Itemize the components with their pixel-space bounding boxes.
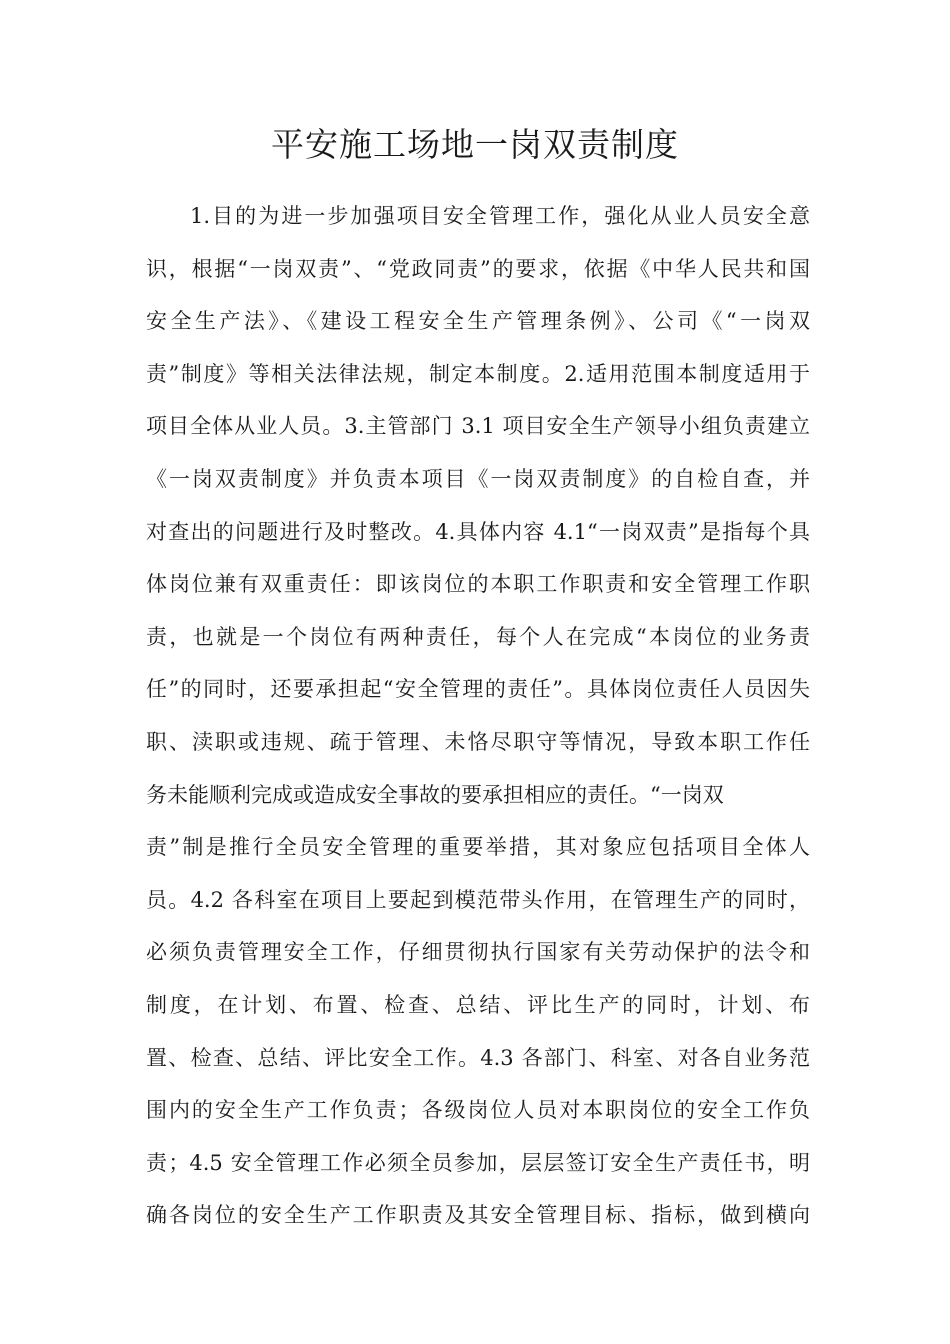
paragraph-line: 任”的同时，还要承担起“安全管理的责任”。具体岗位责任人员因失 [146, 677, 810, 702]
paragraph-line: 置、检查、总结、评比安全工作。4.3 各部门、科室、对各自业务范 [146, 1045, 810, 1070]
paragraph-line: 《一岗双责制度》并负责本项目《一岗双责制度》的自检自查，并 [146, 466, 810, 491]
document-title: 平安施工场地一岗双责制度 [271, 125, 679, 164]
paragraph-line: 对查出的问题进行及时整改。4.具体内容 4.1“一岗双责”是指每个具 [146, 519, 810, 544]
paragraph-line: 员。4.2 各科室在项目上要起到模范带头作用，在管理生产的同时， [146, 887, 810, 912]
paragraph-line: 项目全体从业人员。3.主管部门 3.1 项目安全生产领导小组负责建立 [146, 414, 810, 439]
paragraph-line: 制度，在计划、布置、检查、总结、评比生产的同时，计划、布 [146, 992, 810, 1017]
paragraph-line: 识，根据“一岗双责”、“党政同责”的要求，依据《中华人民共和国 [146, 256, 810, 281]
paragraph-line: 围内的安全生产工作负责；各级岗位人员对本职岗位的安全工作负 [146, 1098, 810, 1123]
paragraph-line: 1.目的为进一步加强项目安全管理工作，强化从业人员安全意 [190, 204, 810, 228]
paragraph-line: 体岗位兼有双重责任：即该岗位的本职工作职责和安全管理工作职 [146, 572, 810, 597]
paragraph-line: 责”制度》等相关法律法规，制定本制度。2.适用范围本制度适用于 [146, 361, 810, 386]
paragraph-line: 责；4.5 安全管理工作必须全员参加，层层签订安全生产责任书，明 [146, 1150, 810, 1175]
paragraph-line: 责”制是推行全员安全管理的重要举措，其对象应包括项目全体人 [146, 835, 810, 860]
paragraph-line: 必须负责管理安全工作，仔细贯彻执行国家有关劳动保护的法令和 [146, 940, 810, 965]
paragraph-line: 务未能顺利完成或造成安全事故的要承担相应的责任。“一岗双 [146, 782, 724, 807]
document-body [146, 190, 810, 1242]
paragraph-line: 确各岗位的安全生产工作职责及其安全管理目标、指标，做到横向 [146, 1203, 810, 1228]
paragraph-line: 职、渎职或违规、疏于管理、未恪尽职守等情况，导致本职工作任 [146, 729, 810, 754]
paragraph-line: 责，也就是一个岗位有两种责任，每个人在完成“本岗位的业务责 [146, 624, 810, 649]
paragraph-line: 安全生产法》、《建设工程安全生产管理条例》、公司《“一岗双 [146, 309, 810, 334]
